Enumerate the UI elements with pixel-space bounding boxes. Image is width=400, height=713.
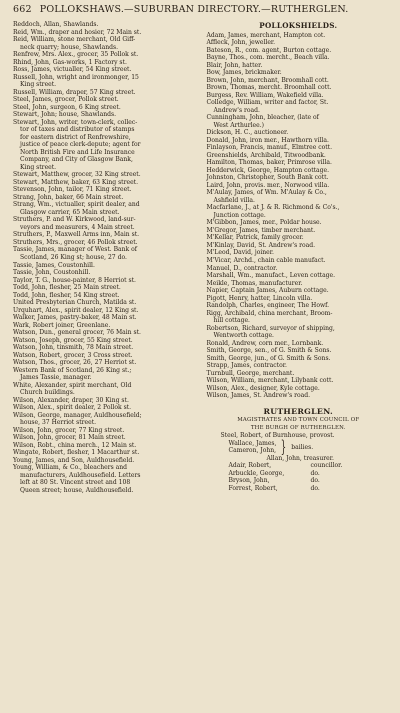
- councillor-role: do.: [310, 469, 320, 477]
- directory-entry-line: King street.: [20, 163, 57, 171]
- directory-entry-line: Burgess, Rev. William, Wakefield villa.: [206, 91, 324, 99]
- directory-entry-line: Young, James, and Son, Auldhousefield.: [13, 456, 135, 464]
- directory-entry-line: Todd, John, flesher, 25 Main street.: [13, 284, 121, 292]
- bailie-entry: Wallace, James,: [228, 439, 277, 447]
- directory-entry-line: M'Aulay, James, of Wm. M'Aulay & Co.,: [206, 189, 327, 197]
- directory-entry-line: Hedderwick, George, Hampton cottage.: [206, 166, 330, 174]
- directory-entry-line: Strang, Wm., victualler, spirit dealer, and: [13, 201, 140, 209]
- directory-entry-line: Struthers, P., Maxwell Arms inn, Main st.: [13, 231, 140, 239]
- directory-entry-line: Renfrew, Mrs. Alex., grocer, 35 Pollok st.: [13, 51, 139, 59]
- directory-entry-line: Junction cottage.: [213, 211, 266, 219]
- directory-entry-line: Todd, John, flesher, 54 King street.: [13, 291, 120, 299]
- directory-entry-line: Ross, James, victualler, 54 King street.: [13, 66, 132, 74]
- directory-entry-line: Stewart, John; house, Shawlands.: [13, 111, 117, 119]
- directory-entry-line: Russell, William, draper, 57 King street.: [13, 88, 136, 96]
- directory-entry-line: Stevenson, John, tailor, 71 King street.: [13, 186, 132, 194]
- directory-entry-line: Reid, Wm., draper and hosier, 72 Main st.: [13, 28, 142, 36]
- directory-entry-line: Donald, John, iron mer., Hawthorn villa.: [206, 136, 329, 144]
- directory-entry-line: Wilson, Alexander, draper, 30 King st.: [13, 396, 129, 404]
- directory-entry-line: Greenshields, Archibald, Titwoodbank.: [206, 151, 326, 159]
- directory-entry-line: Robertson, Richard, surveyor of shipping,: [206, 324, 335, 332]
- brace-glyph: }: [281, 437, 287, 458]
- directory-entry-line: Strang, John, baker, 66 Main street.: [13, 193, 124, 201]
- directory-entry-line: neck quarry; house, Shawlands.: [20, 43, 119, 51]
- directory-entry-line: White, Alexander, spirit merchant, Old: [13, 381, 132, 389]
- directory-entry-line: Wark, Robert joiner, Greenlane.: [13, 321, 111, 329]
- councillor-name: Forrest, Robert,: [228, 484, 278, 492]
- directory-entry-line: Stewart, John, writer, town-clerk, collec-: [13, 118, 138, 126]
- page-number: 662: [13, 4, 32, 15]
- magistrates-subheading-2: THE BURGH OF RUTHERGLEN.: [250, 424, 346, 431]
- directory-entry-line: Johnston, Christopher, South Bank cott.: [206, 174, 329, 182]
- directory-entry-line: Young, William, & Co., bleachers and: [13, 464, 128, 472]
- directory-entry-line: M'Kellar, Patrick, family grocer.: [206, 234, 304, 242]
- directory-entry-line: Colledge, William, writer and factor, St.: [206, 99, 329, 107]
- directory-entry-line: Wilson, James, St. Andrew's road.: [206, 392, 311, 400]
- bailies-label: bailies.: [291, 443, 314, 451]
- directory-entry-line: Adam, James, merchant, Hampton cot.: [206, 31, 326, 39]
- directory-entry-line: Dickson, H. C., auctioneer.: [206, 129, 289, 137]
- directory-entry-line: Stewart, Matthew, baker, 63 King street.: [13, 178, 139, 186]
- councillor-row: [207, 485, 391, 493]
- directory-entry-line: hill cottage.: [213, 317, 250, 325]
- directory-entry-line: Manuel, D., contractor.: [206, 264, 278, 272]
- directory-entry-line: Scotland, 26 King st; house, 27 do.: [20, 253, 127, 261]
- directory-entry-line: Watson, John, tinsmith, 78 Main street.: [13, 344, 134, 352]
- directory-entry-line: Brown, Thomas, mercht. Broomhall cott.: [206, 84, 332, 92]
- directory-entry-line: Company, and City of Glasgow Bank,: [20, 156, 133, 164]
- directory-entry-line: North British Fire and Life Insurance: [20, 148, 135, 156]
- directory-entry-line: Cunningham, John, bleacher, (late of: [206, 114, 319, 122]
- directory-entry-line: Wilson, William, merchant, Lilybank cott.: [206, 377, 334, 385]
- directory-entry-line: left at 80 St. Vincent street and 108: [20, 479, 131, 487]
- directory-entry-line: M'Vicar, Archd., chain cable manufact.: [206, 256, 326, 264]
- councillor-name: Bryson, John,: [228, 477, 270, 485]
- directory-entry-line: Strapp, James, contractor.: [206, 362, 287, 370]
- directory-entry-line: Glasgow carrier, 65 Main street.: [20, 208, 120, 216]
- directory-entry-line: Wilson, Alex., spirit dealer, 2 Pollok st.: [13, 404, 132, 412]
- directory-entry-line: tor of taxes and distributor of stamps: [20, 126, 135, 134]
- directory-entry-line: Steel, James, grocer, Pollok street.: [13, 96, 119, 104]
- running-title: POLLOKSHAWS.—SUBURBAN DIRECTORY.—RUTHERGLEN.: [39, 4, 349, 15]
- directory-entry-line: Tassie, James, manager of West. Bank of: [13, 246, 138, 254]
- directory-entry-line: Church buildings.: [20, 389, 75, 397]
- directory-entry-line: M'Gregor, James, timber merchant.: [206, 226, 316, 234]
- directory-entry-line: Hamilton, Thomas, baker, Primrose villa.: [206, 159, 332, 167]
- directory-entry-line: Wilson, Robt., china merch., 12 Main st.: [13, 441, 137, 449]
- directory-entry-line: Taylor, T. G., house-painter, 8 Herriot st.: [13, 276, 136, 284]
- directory-entry-line: James Tassie, manager.: [20, 374, 92, 382]
- directory-entry-line: Rigg, Archibald, china merchant, Broom-: [206, 309, 333, 317]
- directory-entry-line: Watson, Joseph, grocer, 55 King street.: [13, 336, 133, 344]
- councillor-role: do.: [310, 484, 320, 492]
- directory-entry-line: Stewart, Matthew, grocer, 32 King street.: [13, 171, 141, 179]
- directory-entry-line: Wilson, John, grocer, 77 King street.: [13, 426, 125, 434]
- magistrates-subheading-1: MAGISTRATES AND TOWN COUNCIL OF: [237, 417, 360, 424]
- directory-entry-line: Walker, James, pastry-baker, 48 Main st.: [13, 314, 137, 322]
- directory-entry-line: Queen street; house, Auldhousefield.: [20, 486, 134, 494]
- directory-entry-line: Tassie, John, Coustonhill.: [13, 269, 91, 277]
- directory-entry-line: Wilson, Alex., designer, Kyle cottage.: [206, 384, 320, 392]
- councillor-role: councillor.: [310, 462, 343, 470]
- directory-entry-line: Bow, James, brickmaker.: [206, 69, 282, 77]
- councillor-row: [207, 470, 391, 478]
- directory-entry-line: Laird, John, provis. mer., Norwood villa.: [206, 181, 330, 189]
- columns: [13, 21, 390, 494]
- directory-entry-line: Smith, George, jun., of G. Smith & Sons.: [206, 354, 331, 362]
- directory-entry-line: Watson, Thos., grocer, 26, 27 Herriot st.: [13, 359, 137, 367]
- directory-entry-line: Urquhart, Alex., spirit dealer, 12 King st.: [13, 306, 139, 314]
- directory-entry-line: Tassie, James, Coustonhill.: [13, 261, 95, 269]
- directory-entry-line: Russell, John, wright and ironmonger, 15: [13, 73, 139, 81]
- directory-entry-line: Wingate, Robert, flesher, 1 Macarthur st.: [13, 449, 140, 457]
- directory-entry-line: Wentworth cottage.: [213, 332, 274, 340]
- councillor-name: Adair, Robert,: [228, 462, 272, 470]
- directory-entry-line: Marshall, Wm., manufact., Leven cottage.: [206, 272, 336, 280]
- councillor-list: [207, 462, 391, 492]
- treasurer-entry: Allan, John, treasurer.: [266, 454, 334, 462]
- directory-entry-line: Pigott, Henry, hatter, Lincoln villa.: [206, 294, 313, 302]
- directory-entry-line: Struthers, P. and W. Kirkwood, land-sur-: [13, 216, 136, 224]
- directory-entry-line: Reddoch, Allan, Shawlands.: [13, 21, 99, 28]
- councillor-row: [207, 462, 391, 470]
- section-heading-rutherglen: RUTHERGLEN.: [263, 406, 334, 416]
- directory-entry-line: Struthers, Mrs., grocer, 46 Pollok street.: [13, 238, 138, 246]
- directory-entry-line: Bayne, Thos., com. mercht., Beach villa.: [206, 54, 330, 62]
- directory-entry-line: Andrew's road.: [213, 106, 260, 114]
- directory-entry-line: Finlayson, Francis, manuf., Elmtree cott.: [206, 144, 333, 152]
- directory-entry-line: manufacturers, Auldhousefield. Letters: [20, 471, 141, 479]
- directory-entry-line: veyors and measurers, 4 Main street.: [20, 223, 135, 231]
- directory-entry-line: Watson, Dun., general grocer, 76 Main st.: [13, 329, 141, 337]
- councillor-name: Arbuckle, George,: [228, 469, 285, 477]
- directory-entry-line: United Presbyterian Church, Matilda st.: [13, 299, 137, 307]
- directory-entry-line: justice of peace clerk-depute; agent for: [20, 141, 141, 149]
- directory-entry-line: Macfarlane, J., at J. & R. Richmond & Co's.,: [206, 204, 340, 212]
- councillor-row: [207, 477, 391, 485]
- bailie-entry: Cameron, John,: [228, 447, 277, 455]
- directory-entry-line: Blair, John, hatter.: [206, 61, 263, 69]
- provost-entry: Steel, Robert, of Burnhouse, provost.: [220, 432, 335, 440]
- directory-entry-line: Wilson, John, grocer, 81 Main street.: [13, 434, 126, 442]
- directory-entry-line: Steel, John, surgeon, 6 King street.: [13, 103, 121, 111]
- pollokshields-entries: [207, 32, 391, 400]
- directory-entry-line: house, 37 Herriot street.: [20, 419, 97, 427]
- directory-entry-line: Bateson, R., com. agent, Burton cottage.: [206, 46, 332, 54]
- directory-entry-line: M'Leod, David, joiner.: [206, 249, 274, 257]
- councillor-role: do.: [310, 477, 320, 485]
- directory-entry-line: Meikle, Thomas, manufacturer.: [206, 279, 303, 287]
- directory-entry-line: Turnbull, George, merchant.: [206, 369, 295, 377]
- directory-entry-line: for eastern district of Renfrewshire,: [20, 133, 131, 141]
- directory-entry-line: Ashfield villa.: [213, 196, 255, 204]
- directory-entry-line: Watson, Robert, grocer, 3 Cross street.: [13, 351, 133, 359]
- directory-entry-line: Smith, George, sen., of G. Smith & Sons.: [206, 347, 332, 355]
- directory-entry-line: Affleck, John, jeweller.: [206, 39, 276, 47]
- directory-entry-line: Reid, William, stone merchant, Old Giff-: [13, 36, 136, 44]
- directory-entry-line: Western Bank of Scotland, 26 King st.;: [13, 366, 132, 374]
- directory-entry-line: Randolph, Charles, engineer, The Howf.: [206, 302, 330, 310]
- directory-entry-line: Brown, John, merchant, Broomhall cott.: [206, 76, 329, 84]
- directory-entry-line: King street.: [20, 81, 57, 89]
- directory-entry-line: Rhind, John, Gas-works, 1 Factory st.: [13, 58, 127, 66]
- page-header: [13, 4, 390, 19]
- right-column: [207, 21, 391, 494]
- directory-entry-line: M'Kinlay, David, St. Andrew's road.: [206, 241, 316, 249]
- directory-entry-line: West Arthurlee.): [213, 121, 264, 129]
- directory-entry-line: Wilson, George, manager, Auldhousefield;: [13, 411, 142, 419]
- section-heading-pollokshields: POLLOKSHIELDS.: [259, 21, 338, 30]
- left-column: [13, 21, 199, 494]
- directory-entry-line: M'Gibbon, James, mer., Poldar house.: [206, 219, 322, 227]
- directory-entry-line: Ronald, Andrew, corn mer., Lornbank.: [206, 339, 324, 347]
- directory-entry-line: Napier, Captain James, Auburn cottage.: [206, 287, 329, 295]
